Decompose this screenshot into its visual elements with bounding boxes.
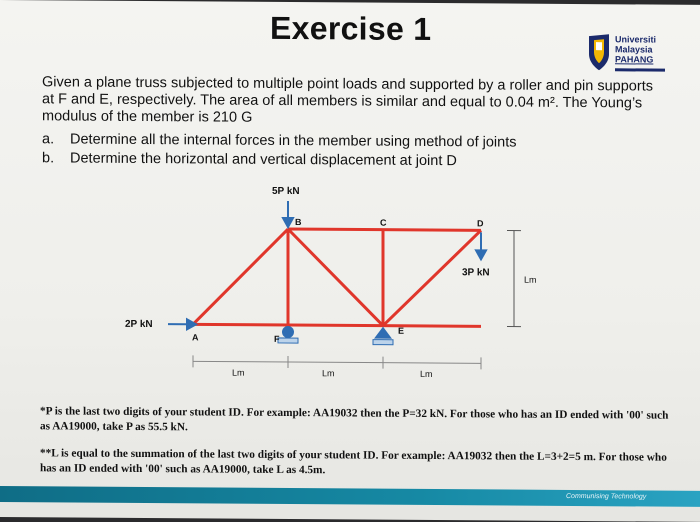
height-dimension — [507, 231, 521, 327]
load-label-2p: 2P kN — [125, 319, 153, 330]
truss-members — [193, 228, 481, 326]
task-text: Determine all the internal forces in the member using method of joints — [70, 131, 517, 150]
dim-label-3: Lm — [420, 369, 433, 379]
node-label-e: E — [398, 326, 404, 336]
member-ab — [193, 228, 288, 325]
node-label-d: D — [477, 218, 484, 228]
note-p: *P is the last two digits of your student ID. For example: AA19032 then the P=32 kN. For those who has an ID ended with '00' such as AA19000, take P as 55.5 kN. — [40, 404, 670, 438]
footer-text: Communising Technology — [566, 493, 646, 501]
node-label-c: C — [380, 218, 387, 228]
slide-title: Exercise 1 — [270, 10, 431, 48]
member-be — [288, 229, 383, 326]
node-label-a: A — [192, 332, 199, 342]
load-label-3p: 3P kN — [462, 267, 490, 278]
load-label-5p: 5P kN — [272, 186, 300, 197]
pin-support-f — [278, 326, 298, 343]
load-arrows — [168, 200, 486, 331]
task-key: b. — [42, 150, 70, 166]
node-label-f: F — [274, 334, 280, 344]
task-key: a. — [42, 131, 70, 147]
problem-text: Given a plane truss subjected to multiple point loads and supported by a roller and pin supports at F and E, respectively. The area of all members is similar and equal to 0.04 m². The Young’s modulus of the member is 210 G — [42, 74, 662, 129]
roller-support-e — [373, 327, 393, 345]
dim-label-height: Lm — [524, 275, 537, 285]
node-label-b: B — [295, 217, 302, 227]
dim-label-2: Lm — [322, 368, 335, 378]
university-name: Universiti Malaysia PAHANG — [615, 34, 656, 64]
bottom-chord — [193, 324, 481, 326]
note-l: **L is equal to the summation of the last two digits of your student ID. For example: AA19032 then the L=3+2=5 m. For those who has an ID ended with '00' such as AA19000, take L as 4.5m. — [40, 446, 670, 480]
dim-label-1: Lm — [232, 368, 245, 378]
task-text: Determine the horizontal and vertical displacement at joint D — [70, 150, 457, 169]
